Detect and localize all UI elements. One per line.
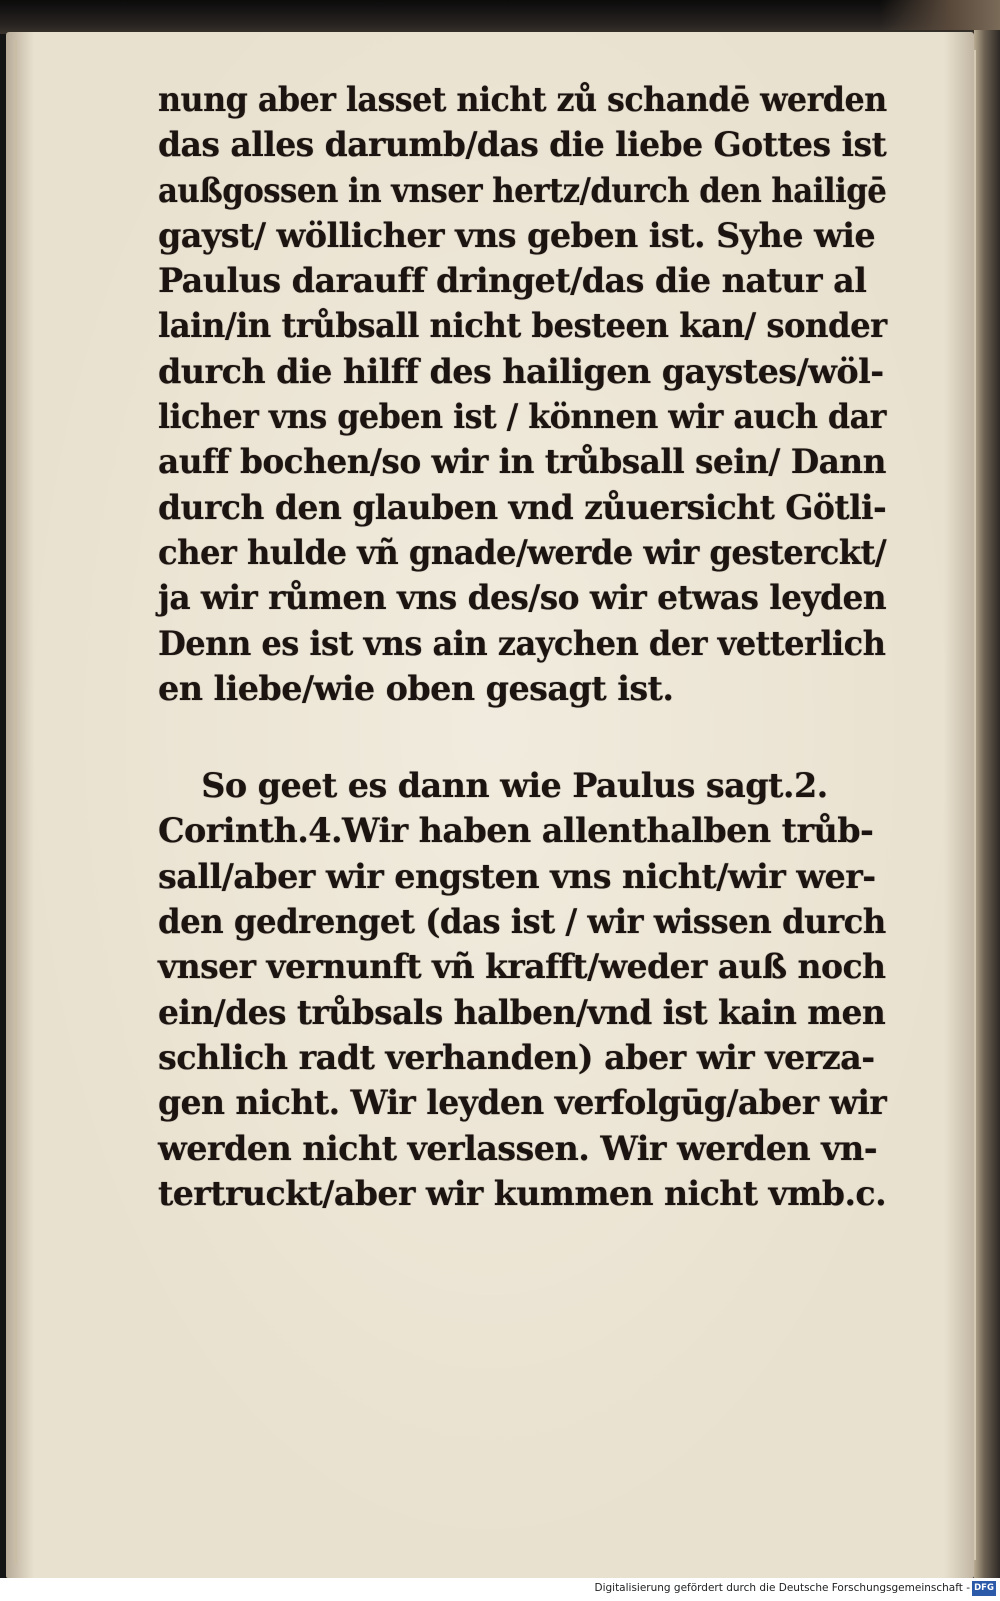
- funding-credit: Digitalisierung gefördert durch die Deutsche Forschungsgemeinschaft -: [594, 1582, 970, 1594]
- digitization-footer: [0, 1578, 1000, 1601]
- paragraph-gap: [158, 712, 898, 764]
- text-line: durch den glauben vnd zůuersicht Götli-: [158, 487, 887, 528]
- paragraph-1: [158, 78, 898, 712]
- text-line: auff bochen/so wir in trůbsall sein/ Dann: [158, 442, 886, 483]
- text-line: ja wir růmen vns des/so wir etwas leyden: [158, 578, 887, 619]
- text-line: gen nicht. Wir leyden verfolgūg/aber wir: [158, 1083, 887, 1124]
- text-line: schlich radt verhanden) aber wir verza-: [158, 1037, 875, 1078]
- page-margin-line: [974, 50, 976, 1560]
- text-line: den gedrenget (das ist / wir wissen durch: [158, 902, 886, 943]
- text-line: ein/des trůbsals halben/vnd ist kain men: [158, 992, 886, 1033]
- book-top-edge: [0, 0, 1000, 34]
- text-line: das alles darumb/das die liebe Gottes ist: [158, 125, 887, 166]
- page-text: [158, 78, 898, 1217]
- text-line: Paulus darauff dringet/das die natur al: [158, 261, 867, 302]
- text-line: Corinth.4.Wir haben allenthalben trůb-: [158, 811, 874, 852]
- text-line: So geet es dann wie Paulus sagt.2.: [201, 766, 828, 807]
- text-line: gayst/ wöllicher vns geben ist. Syhe wie: [158, 215, 876, 256]
- paragraph-2: [158, 764, 898, 1217]
- text-line: durch die hilff des hailigen gaystes/wöl-: [158, 351, 884, 392]
- dfg-logo: DFG: [972, 1581, 996, 1596]
- text-line: en liebe/wie oben gesagt ist.: [158, 668, 674, 709]
- book-fore-edge: [974, 30, 1000, 1580]
- text-line: außgossen in vnser hertz/durch den hailigē: [158, 170, 887, 211]
- page-gutter-line: [14, 40, 17, 1565]
- text-line: tertruckt/aber wir kummen nicht vmb.c.: [158, 1173, 887, 1214]
- text-line: licher vns geben ist / können wir auch dar: [158, 397, 886, 438]
- text-line: Denn es ist vns ain zaychen der vetterlich: [158, 623, 886, 664]
- book-corner: [880, 0, 1000, 30]
- text-line: lain/in trůbsall nicht besteen kan/ sonder: [158, 306, 887, 347]
- text-line: cher hulde vñ gnade/werde wir gesterckt/: [158, 532, 887, 573]
- text-line: sall/aber wir engsten vns nicht/wir wer-: [158, 856, 876, 897]
- text-line: vnser vernunft vñ krafft/weder auß noch: [158, 947, 886, 988]
- text-line: werden nicht verlassen. Wir werden vn-: [158, 1128, 878, 1169]
- text-line: nung aber lasset nicht zů schandē werden: [158, 80, 887, 120]
